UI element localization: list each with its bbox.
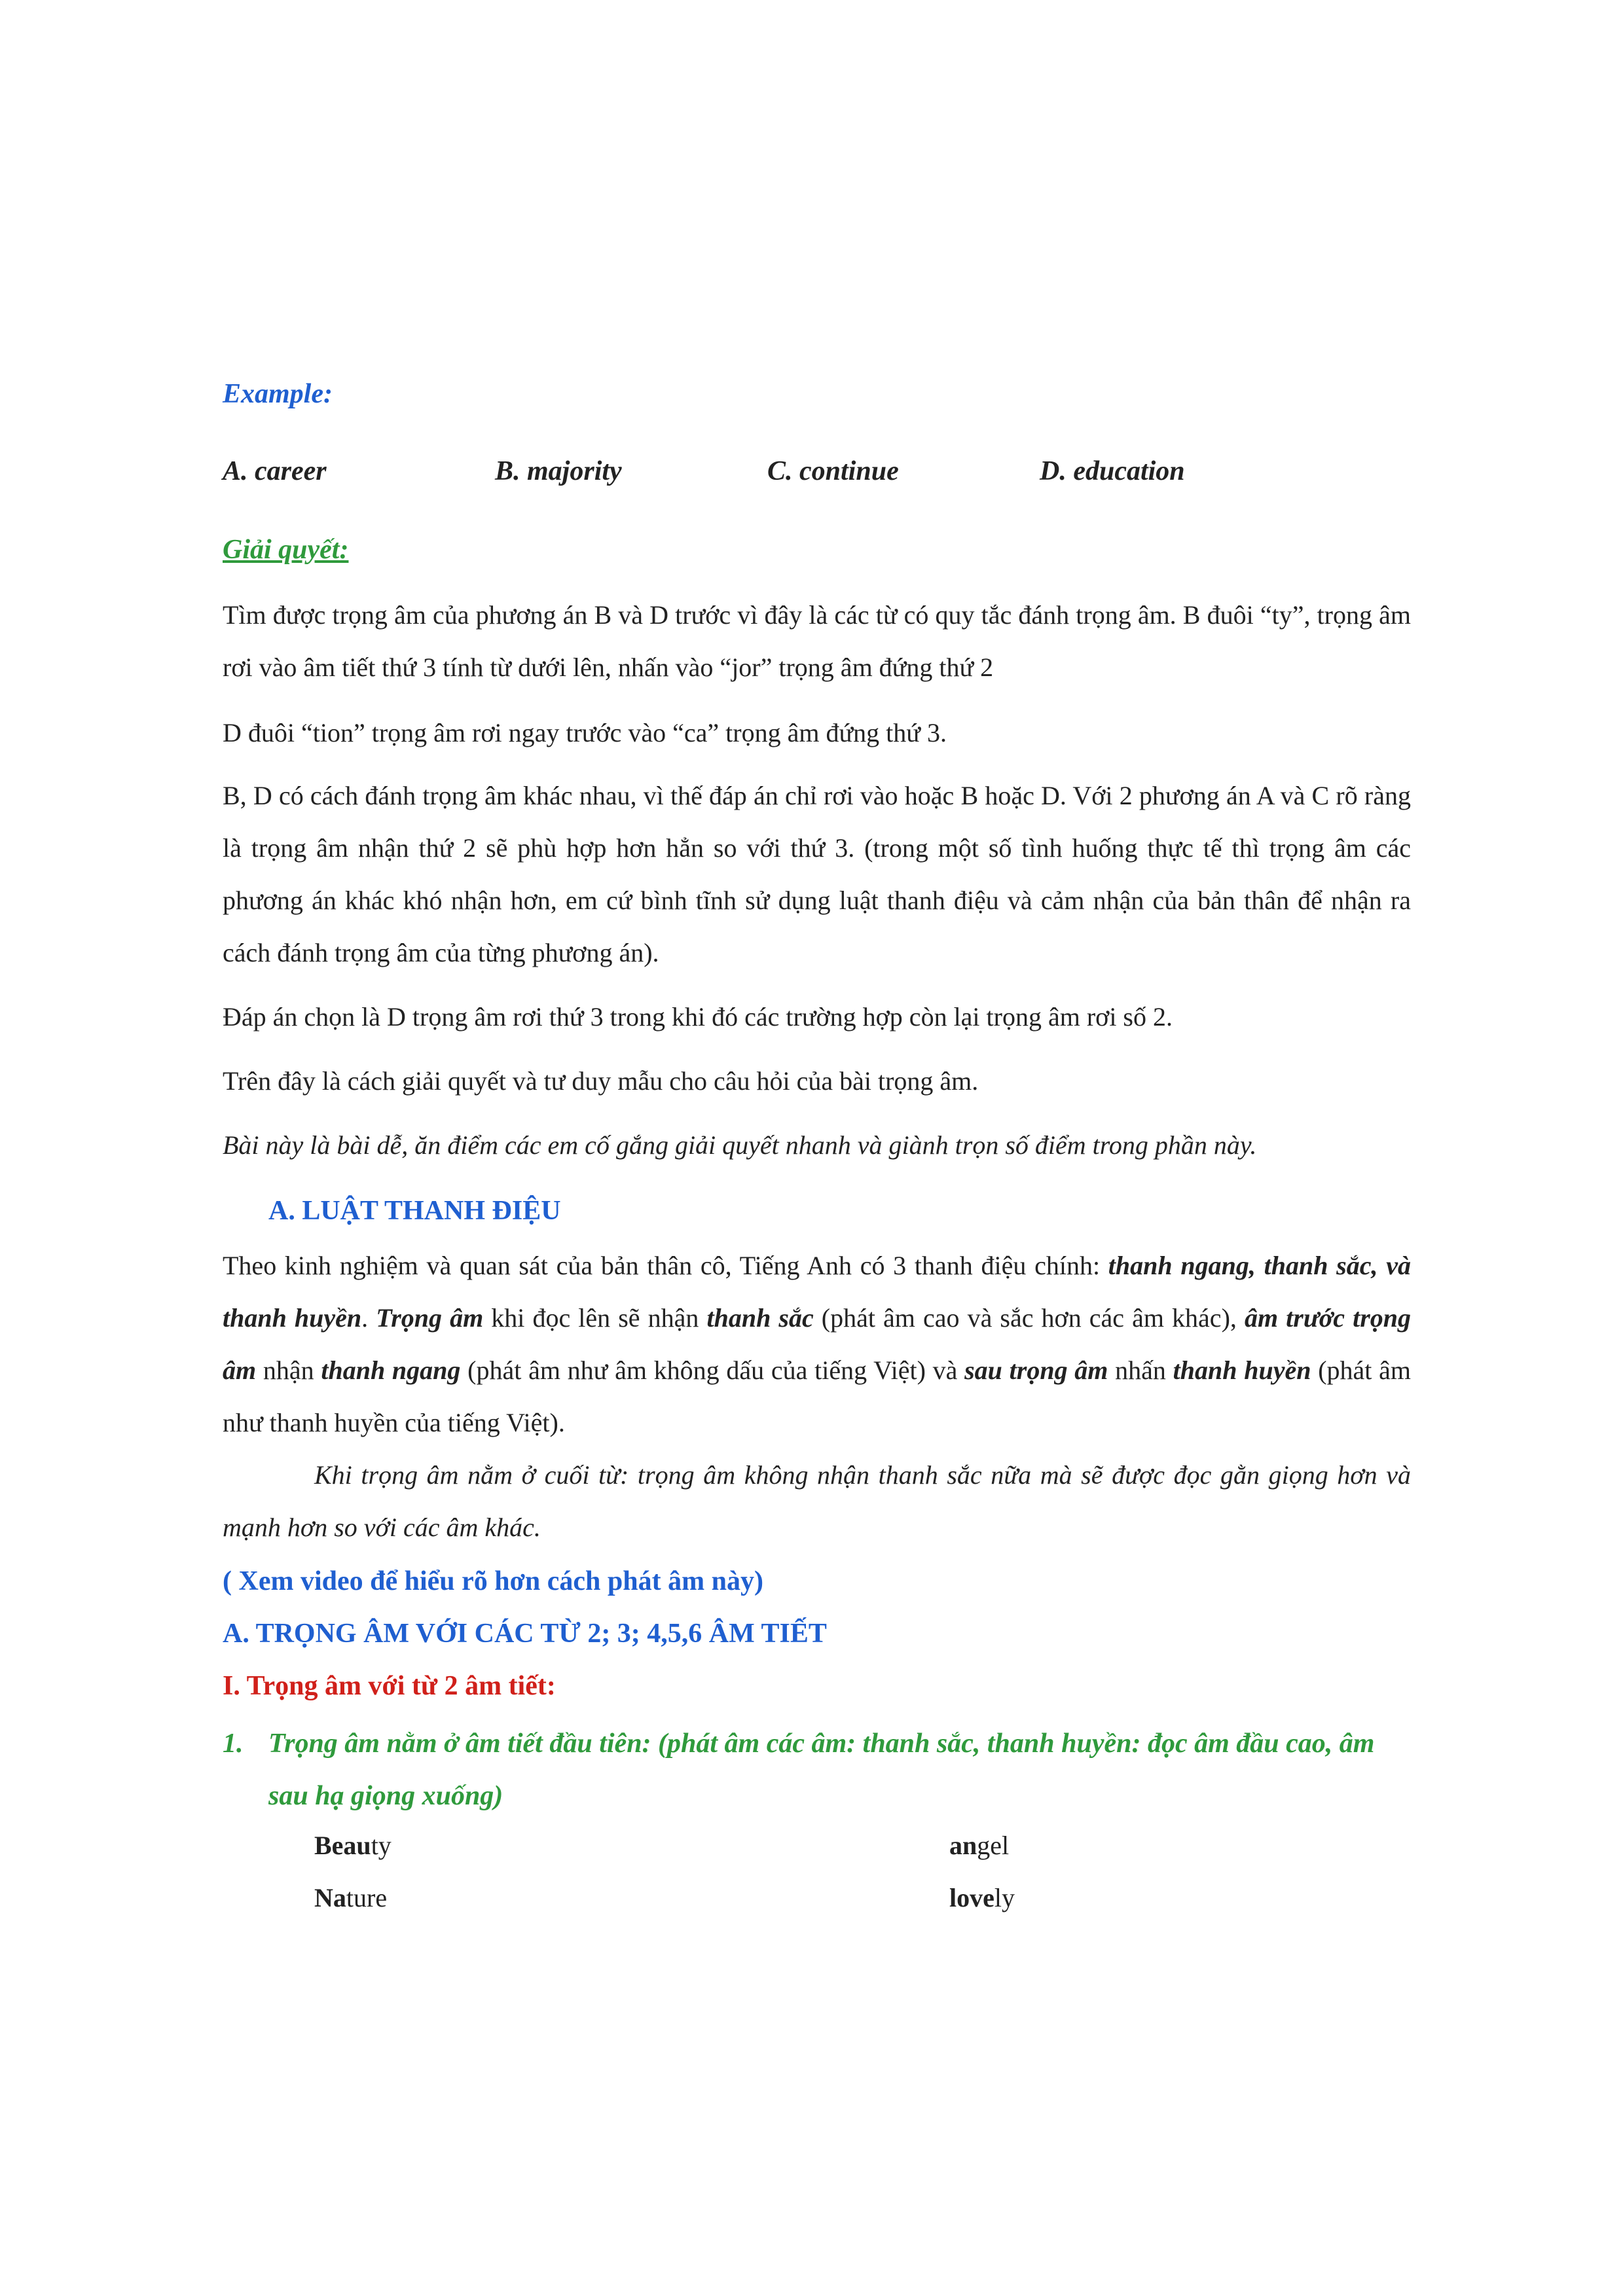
- tone-text-4: Trọng âm: [376, 1303, 484, 1333]
- stressed-syllable: love: [949, 1883, 994, 1912]
- option-c: C. continue: [767, 456, 899, 486]
- solution-paragraph-4: Đáp án chọn là D trọng âm rơi thứ 3 trong khi đó các trường hợp còn lại trọng âm rơi số 2.: [223, 1002, 1173, 1031]
- tone-text-1: Theo kinh nghiệm và quan sát của bản thân cô, Tiếng Anh có 3 thanh điệu chính:: [223, 1251, 1108, 1280]
- option-a: A. career: [223, 456, 327, 486]
- example-word-beauty: [314, 1826, 392, 1865]
- example-label: Example:: [223, 379, 333, 409]
- video-note: ( Xem video để hiểu rõ hơn cách phát âm này): [223, 1566, 763, 1596]
- tone-rule-heading: A. LUẬT THANH ĐIỆU: [268, 1196, 561, 1226]
- tone-rule-note: Khi trọng âm nằm ở cuối từ: trọng âm không nhận thanh sắc nữa mà sẽ được đọc gằn giọng hơn và mạnh hơn so với các âm khác.: [223, 1460, 1411, 1542]
- stressed-syllable: Na: [314, 1883, 346, 1912]
- solution-heading: Giải quyết:: [223, 535, 349, 565]
- tone-text-6: thanh sắc: [706, 1303, 814, 1333]
- tone-text-14: thanh huyền: [1173, 1355, 1311, 1385]
- unstressed-syllable: ly: [994, 1883, 1015, 1912]
- rule-1-text: Trọng âm nằm ở âm tiết đầu tiên: (phát âm các âm: thanh sắc, thanh huyền: đọc âm đầu cao, âm sau hạ giọng xuống): [268, 1729, 1375, 1811]
- option-d: D. education: [1040, 456, 1185, 486]
- tone-rule-paragraph: [223, 1240, 1411, 1449]
- solution-paragraph-1: Tìm được trọng âm của phương án B và D trước vì đây là các từ có quy tắc đánh trọng âm. B đuôi “ty”, trọng âm rơi vào âm tiết thứ 3 tính từ dưới lên, nhấn vào “jor” trọng âm đứng thứ 2: [223, 600, 1411, 682]
- tone-text-9: nhận: [256, 1355, 321, 1385]
- unstressed-syllable: gel: [977, 1831, 1010, 1860]
- tone-text-10: thanh ngang: [321, 1355, 461, 1385]
- solution-paragraph-3: B, D có cách đánh trọng âm khác nhau, vì thế đáp án chỉ rơi vào hoặc B hoặc D. Với 2 phương án A và C rõ ràng là trọng âm nhận thứ 2 sẽ phù hợp hơn hẳn so với thứ 3. (trong một số tình huống thực tế thì trọng âm các phương án khác khó nhận hơn, em cứ bình tĩnh sử dụng luật thanh điệu và cảm nhận của bản thân để nhận ra cách đánh trọng âm của từng phương án).: [223, 781, 1411, 967]
- example-word-angel: [949, 1826, 1009, 1865]
- tone-text-2: thanh ngang, thanh sắc, và thanh huyền: [223, 1251, 1411, 1333]
- tone-text-7: (phát âm cao và sắc hơn các âm khác),: [813, 1303, 1245, 1333]
- option-b: B. majority: [495, 456, 622, 486]
- solution-paragraph-2: D đuôi “tion” trọng âm rơi ngay trước vào “ca” trọng âm đứng thứ 3.: [223, 718, 947, 747]
- unstressed-syllable: ture: [346, 1883, 388, 1912]
- stress-heading: A. TRỌNG ÂM VỚI CÁC TỪ 2; 3; 4,5,6 ÂM TIẾT: [223, 1619, 827, 1649]
- stress-subheading: I. Trọng âm với từ 2 âm tiết:: [223, 1671, 556, 1701]
- tone-text-11: (phát âm như âm không dấu của tiếng Việt) và: [460, 1355, 965, 1385]
- tone-text-3: .: [361, 1303, 376, 1333]
- tone-text-13: nhấn: [1108, 1355, 1173, 1385]
- unstressed-syllable: ty: [371, 1831, 392, 1860]
- stressed-syllable: Beau: [314, 1831, 371, 1860]
- tone-text-12: sau trọng âm: [964, 1355, 1108, 1385]
- example-word-nature: [314, 1878, 387, 1918]
- rule-1: [223, 1717, 1411, 1822]
- example-word-lovely: [949, 1878, 1015, 1918]
- tone-text-8: âm trước trọng âm: [223, 1303, 1412, 1385]
- tone-text-5: khi đọc lên sẽ nhận: [483, 1303, 707, 1333]
- solution-paragraph-6: Bài này là bài dễ, ăn điểm các em cố gắng giải quyết nhanh và giành trọn số điểm trong phần này.: [223, 1130, 1257, 1160]
- solution-paragraph-5: Trên đây là cách giải quyết và tư duy mẫu cho câu hỏi của bài trọng âm.: [223, 1066, 979, 1096]
- stressed-syllable: an: [949, 1831, 977, 1860]
- tone-text-15: (phát âm như thanh huyền của tiếng Việt).: [223, 1355, 1411, 1437]
- rule-1-number: 1.: [223, 1729, 244, 1759]
